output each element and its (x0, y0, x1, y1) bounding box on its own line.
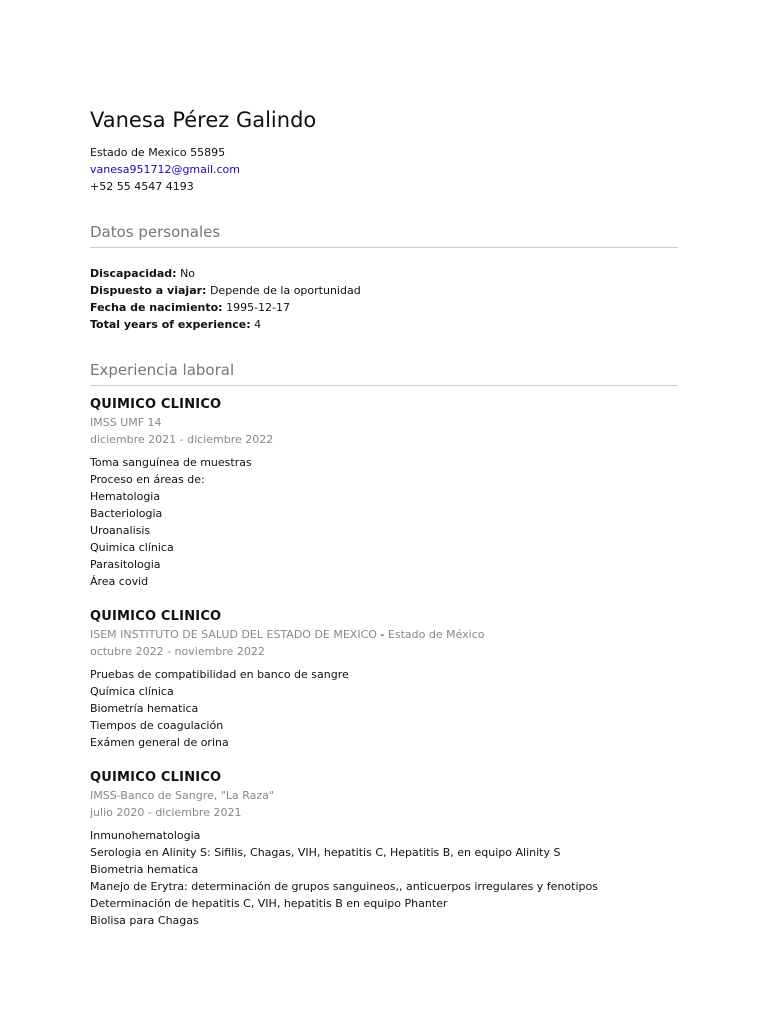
job-description (90, 454, 678, 590)
candidate-name: Vanesa Pérez Galindo (90, 108, 317, 132)
job-employer-line (90, 414, 678, 431)
job-description-line: Tiempos de coagulación (90, 719, 224, 732)
job-entry (90, 396, 678, 590)
job-title: QUIMICO CLINICO (90, 397, 222, 412)
field-years-experience (90, 316, 678, 333)
job-description-line: Área covid (90, 575, 149, 588)
field-label: Fecha de nacimiento: (90, 301, 223, 314)
job-employer: ISEM INSTITUTO DE SALUD DEL ESTADO DE MEXICO (90, 628, 377, 641)
job-dates: diciembre 2021 - diciembre 2022 (90, 433, 274, 446)
job-description-line: Química clínica (90, 685, 174, 698)
job-description-line: Proceso en áreas de: (90, 473, 205, 486)
job-employer-line (90, 626, 678, 643)
job-entry (90, 608, 678, 751)
job-description (90, 666, 678, 751)
job-employer: IMSS UMF 14 (90, 416, 162, 429)
job-description-line: Toma sanguínea de muestras (90, 456, 252, 469)
resume-page (90, 106, 678, 929)
field-label: Total years of experience: (90, 318, 251, 331)
job-description-line: Pruebas de compatibilidad en banco de sangre (90, 668, 349, 681)
job-description-line: Uroanalisis (90, 524, 151, 537)
field-label: Dispuesto a viajar: (90, 284, 207, 297)
field-value: 4 (254, 318, 262, 331)
field-label: Discapacidad: (90, 267, 177, 280)
job-location: Estado de México (387, 628, 485, 641)
field-travel (90, 282, 678, 299)
job-employer-line (90, 787, 678, 804)
email-link[interactable]: vanesa951712@gmail.com (90, 163, 240, 176)
candidate-phone: +52 55 4547 4193 (90, 180, 194, 193)
job-description-line: Determinación de hepatitis C, VIH, hepatitis B en equipo Phanter (90, 897, 448, 910)
job-title: QUIMICO CLINICO (90, 770, 222, 785)
field-disability (90, 265, 678, 282)
job-description-line: Exámen general de orina (90, 736, 229, 749)
job-employer: IMSS-Banco de Sangre, "La Raza" (90, 789, 274, 802)
field-value: 1995-12-17 (226, 301, 291, 314)
job-list (90, 396, 678, 929)
job-description-line: Quimica clínica (90, 541, 174, 554)
job-separator: - (376, 628, 388, 641)
field-value: No (180, 267, 196, 280)
job-description-line: Biometría hematica (90, 702, 199, 715)
section-title-experience: Experiencia laboral (90, 361, 678, 386)
section-title-personal: Datos personales (90, 223, 678, 248)
field-birthdate (90, 299, 678, 316)
job-description-line: Hematologia (90, 490, 161, 503)
job-description-line: Inmunohematologia (90, 829, 201, 842)
job-description-line: Bacteriologia (90, 507, 163, 520)
job-description-line: Parasitologia (90, 558, 161, 571)
field-value: Depende de la oportunidad (209, 284, 361, 297)
job-entry (90, 769, 678, 929)
job-title: QUIMICO CLINICO (90, 609, 222, 624)
job-description-line: Manejo de Erytra: determinación de grupos sanguineos,, anticuerpos irregulares y fenotipos (90, 880, 598, 893)
job-description-line: Serologia en Alinity S: Sifilis, Chagas, VIH, hepatitis C, Hepatitis B, en equipo Alinity S (90, 846, 561, 859)
candidate-location: Estado de Mexico 55895 (90, 146, 226, 159)
job-dates: octubre 2022 - noviembre 2022 (90, 645, 265, 658)
job-description (90, 827, 678, 929)
personal-fields (90, 265, 678, 333)
job-description-line: Biometria hematica (90, 863, 199, 876)
job-dates: julio 2020 - diciembre 2021 (90, 806, 242, 819)
job-description-line: Biolisa para Chagas (90, 914, 199, 927)
